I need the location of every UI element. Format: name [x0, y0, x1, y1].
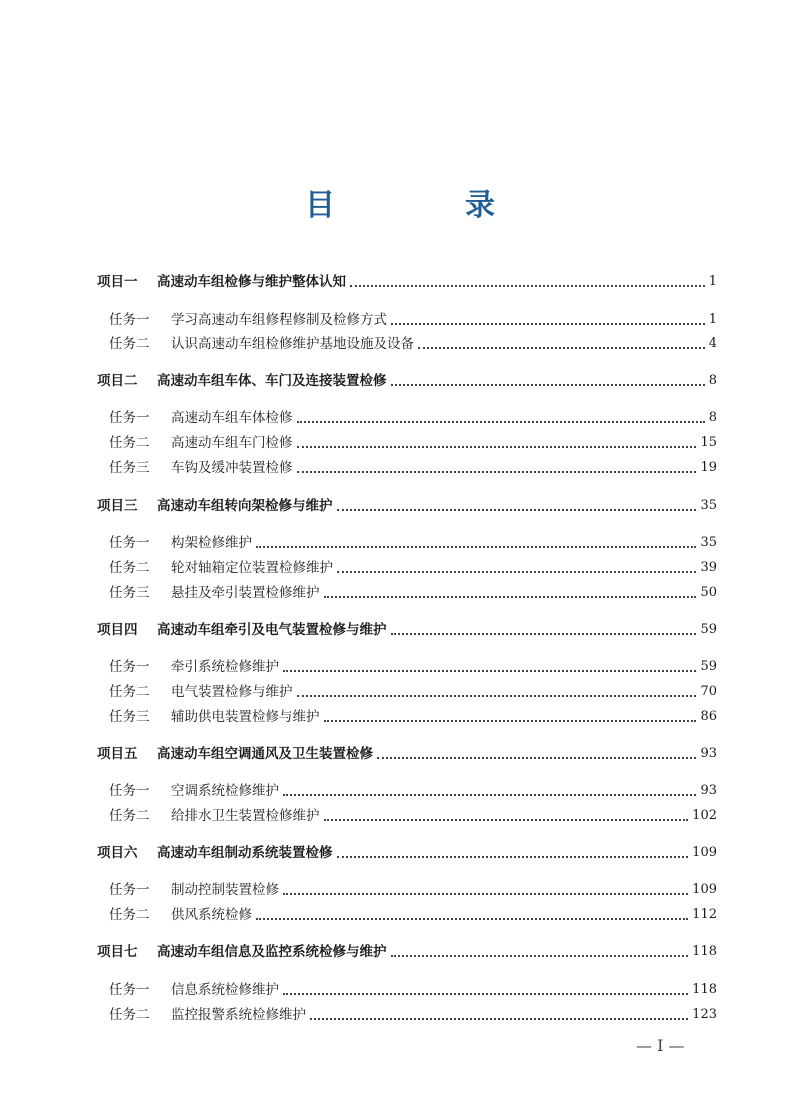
toc-entry-page: 50	[700, 585, 717, 600]
dot-leader	[283, 794, 696, 796]
toc-entry-page: 112	[692, 907, 717, 922]
toc-entry-page: 19	[700, 460, 717, 475]
toc-entry-title: 制动控制装置检修	[171, 882, 279, 898]
dot-leader	[256, 918, 688, 920]
toc-entry-title: 悬挂及牵引装置检修维护	[171, 585, 320, 601]
toc-entry-page: 4	[708, 336, 717, 351]
toc-entry-page: 15	[700, 435, 717, 450]
toc-project-entry[interactable]	[97, 371, 717, 391]
toc-entry-number: 任务二	[109, 1007, 150, 1023]
toc-entry-number: 项目三	[97, 498, 138, 514]
dot-leader	[297, 446, 697, 448]
toc-task-entry[interactable]	[109, 433, 717, 453]
dot-leader	[350, 285, 705, 287]
toc-task-entry[interactable]	[109, 533, 717, 553]
dot-leader	[283, 893, 688, 895]
toc-entry-title: 信息系统检修维护	[171, 982, 279, 998]
toc-entry-number: 任务三	[109, 585, 150, 601]
toc-entry-page: 86	[700, 709, 717, 724]
toc-entry-page: 1	[708, 312, 717, 327]
toc-project-entry[interactable]	[97, 744, 717, 764]
dot-leader	[391, 955, 689, 957]
toc-entry-title: 车钩及缓冲装置检修	[171, 460, 293, 476]
toc-entry-title: 供风系统检修	[171, 907, 252, 923]
toc-entry-number: 项目二	[97, 373, 138, 389]
toc-task-entry[interactable]	[109, 1005, 717, 1025]
toc-entry-number: 任务二	[109, 435, 150, 451]
toc-entry-page: 35	[700, 535, 717, 550]
toc-entry-title: 高速动车组车体检修	[171, 410, 293, 426]
toc-entry-title: 高速动车组信息及监控系统检修与维护	[157, 944, 387, 960]
toc-entry-number: 任务一	[109, 659, 150, 675]
toc-entry-number: 任务一	[109, 312, 150, 328]
toc-entry-number: 任务二	[109, 808, 150, 824]
toc-entry-title: 电气装置检修与维护	[171, 684, 293, 700]
toc-task-entry[interactable]	[109, 558, 717, 578]
toc-entry-number: 任务一	[109, 783, 150, 799]
toc-task-entry[interactable]	[109, 682, 717, 702]
dot-leader	[297, 471, 697, 473]
toc-task-entry[interactable]	[109, 583, 717, 603]
toc-entry-title: 认识高速动车组检修维护基地设施及设备	[171, 336, 414, 352]
toc-entry-title: 辅助供电装置检修与维护	[171, 709, 320, 725]
dot-leader	[283, 993, 688, 995]
dot-leader	[324, 596, 697, 598]
toc-project-entry[interactable]	[97, 620, 717, 640]
toc-entry-number: 任务一	[109, 410, 150, 426]
toc-entry-title: 空调系统检修维护	[171, 783, 279, 799]
dot-leader	[337, 856, 689, 858]
toc-entry-number: 项目七	[97, 944, 138, 960]
toc-entry-number: 任务二	[109, 684, 150, 700]
dot-leader	[391, 323, 705, 325]
toc-entry-page: 93	[700, 746, 717, 761]
toc-entry-page: 109	[692, 845, 717, 860]
page-title: 目 录	[305, 188, 545, 223]
dot-leader	[297, 695, 697, 697]
toc-entry-number: 任务一	[109, 882, 150, 898]
toc-project-entry[interactable]	[97, 496, 717, 516]
dot-leader	[391, 384, 705, 386]
toc-entry-page: 35	[700, 498, 717, 513]
toc-entry-title: 监控报警系统检修维护	[171, 1007, 306, 1023]
toc-entry-page: 93	[700, 783, 717, 798]
toc-entry-page: 39	[700, 560, 717, 575]
toc-entry-page: 59	[700, 622, 717, 637]
toc-entry-number: 任务一	[109, 535, 150, 551]
dot-leader	[418, 347, 705, 349]
toc-project-entry[interactable]	[97, 843, 717, 863]
dot-leader	[337, 509, 697, 511]
toc-entry-title: 高速动车组空调通风及卫生装置检修	[157, 746, 373, 762]
toc-entry-title: 牵引系统检修维护	[171, 659, 279, 675]
toc-entry-title: 高速动车组车体、车门及连接装置检修	[157, 373, 387, 389]
dot-leader	[256, 546, 696, 548]
toc-entry-number: 任务三	[109, 460, 150, 476]
toc-task-entry[interactable]	[109, 905, 717, 925]
toc-entry-page: 1	[708, 274, 717, 289]
toc-entry-page: 118	[692, 944, 717, 959]
toc-entry-title: 高速动车组转向架检修与维护	[157, 498, 333, 514]
toc-entry-page: 8	[708, 373, 717, 388]
toc-entry-page: 123	[692, 1007, 717, 1022]
toc-entry-page: 109	[692, 882, 717, 897]
toc-entry-title: 高速动车组牵引及电气装置检修与维护	[157, 622, 387, 638]
toc-entry-number: 任务二	[109, 336, 150, 352]
toc-task-entry[interactable]	[109, 334, 717, 354]
toc-task-entry[interactable]	[109, 880, 717, 900]
dot-leader	[337, 571, 696, 573]
toc-task-entry[interactable]	[109, 781, 717, 801]
toc-entry-page: 59	[700, 659, 717, 674]
toc-entry-number: 任务一	[109, 982, 150, 998]
toc-task-entry[interactable]	[109, 707, 717, 727]
toc-entry-title: 高速动车组制动系统装置检修	[157, 845, 333, 861]
toc-entry-title: 高速动车组车门检修	[171, 435, 293, 451]
dot-leader	[310, 1018, 688, 1020]
toc-entry-page: 118	[692, 982, 717, 997]
toc-project-entry[interactable]	[97, 942, 717, 962]
toc-task-entry[interactable]	[109, 657, 717, 677]
dot-leader	[297, 421, 705, 423]
toc-entry-title: 构架检修维护	[171, 535, 252, 551]
toc-entry-page: 102	[692, 808, 717, 823]
toc-entry-page: 8	[708, 410, 717, 425]
toc-entry-number: 项目一	[97, 274, 138, 290]
page-number-footer: — I —	[636, 1036, 685, 1055]
toc-entry-title: 轮对轴箱定位装置检修维护	[171, 560, 333, 576]
toc-entry-title: 高速动车组检修与维护整体认知	[157, 274, 346, 290]
toc-task-entry[interactable]	[109, 408, 717, 428]
toc-entry-number: 任务三	[109, 709, 150, 725]
toc-entry-title: 给排水卫生装置检修维护	[171, 808, 320, 824]
toc-entry-number: 任务二	[109, 907, 150, 923]
dot-leader	[324, 819, 689, 821]
toc-entry-number: 任务二	[109, 560, 150, 576]
dot-leader	[377, 757, 696, 759]
toc-entry-number: 项目五	[97, 746, 138, 762]
dot-leader	[324, 720, 697, 722]
toc-entry-title: 学习高速动车组修程修制及检修方式	[171, 312, 387, 328]
toc-task-entry[interactable]	[109, 310, 717, 330]
toc-entry-number: 项目六	[97, 845, 138, 861]
dot-leader	[391, 633, 697, 635]
toc-task-entry[interactable]	[109, 806, 717, 826]
toc-task-entry[interactable]	[109, 980, 717, 1000]
dot-leader	[283, 670, 696, 672]
toc-entry-number: 项目四	[97, 622, 138, 638]
toc-entry-page: 70	[700, 684, 717, 699]
toc-task-entry[interactable]	[109, 458, 717, 478]
toc-project-entry[interactable]	[97, 272, 717, 292]
